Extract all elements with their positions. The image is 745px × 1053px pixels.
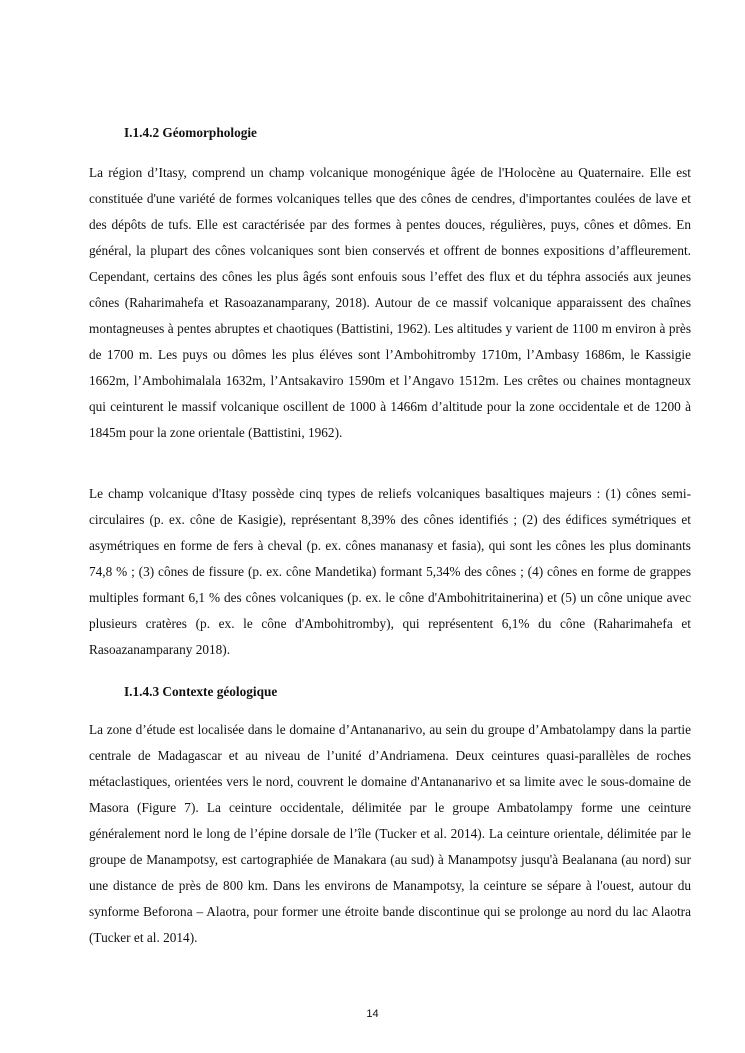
paragraph-relief-types: Le champ volcanique d'Itasy possède cinq types de reliefs volcaniques basaltiques majeurs : (1) cônes semi-circulaires (p. ex. cône de Kasigie), représentant 8,39% des cônes identifiés ; (2) des édifices symétriques et asymétriques en forme de fers à cheval (p. ex. cônes mananasy et fasia), qui sont les cônes les plus dominants 74,8 % ; (3) cônes de fissure (p. ex. cône Mandetika) formant 5,34% des cônes ; (4) cônes en forme de grappes multiples formant 6,1 % des cônes volcaniques (p. ex. le cône d'Ambohitritainerina) et (5) un cône unique avec plusieurs cratères (p. ex. le cône d'Ambohitromby), qui représentent 6,1% du cône (Raharimahefa et Rasoazanamparany 2018). (89, 486, 691, 657)
section-heading-contexte-geologique: I.1.4.3 Contexte géologique (124, 684, 278, 699)
section-heading-geomorphologie: I.1.4.2 Géomorphologie (124, 125, 257, 140)
paragraph-geomorphologie-description: La région d’Itasy, comprend un champ volcanique monogénique âgée de l'Holocène au Quaternaire. Elle est constituée d'une variété de formes volcaniques telles que des cônes de cendres, d'importantes coulées de lave et des dépôts de tufs. Elle est caractérisée par des formes à pentes douces, régulières, puys, cônes et dômes. En général, la plupart des cônes volcaniques sont bien conservés et offrent de bonnes expositions d’affleurement. Cependant, certains des cônes les plus âgés sont enfouis sous l’effet des flux et du téphra associés aux jeunes cônes (Raharimahefa et Rasoazanamparany, 2018). Autour de ce massif volcanique apparaissent des chaînes montagneuses à pentes abruptes et chaotiques (Battistini, 1962). Les altitudes y varient de 1100 m environ à près de 1700 m. Les puys ou dômes les plus éléves sont l’Ambohitromby 1710m, l’Ambasy 1686m, le Kassigie 1662m, l’Ambohimalala 1632m, l’Antsakaviro 1590m et l’Angavo 1512m. Les crêtes ou chaines montagneux qui ceinturent le massif volcanique oscillent de 1000 à 1466m d’altitude pour la zone occidentale et de 1200 à 1845m pour la zone orientale (Battistini, 1962). (89, 165, 691, 440)
page-number: 14 (366, 1008, 379, 1020)
paragraph-contexte-geologique: La zone d’étude est localisée dans le domaine d’Antananarivo, au sein du groupe d’Ambatolampy dans la partie centrale de Madagascar et au niveau de l’unité d’Andriamena. Deux ceintures quasi-parallèles de roches métaclastiques, orientées vers le nord, couvrent le domaine d'Antananarivo et sa limite avec le sous-domaine de Masora (Figure 7). La ceinture occidentale, délimitée par le groupe Ambatolampy forme une ceinture généralement nord le long de l’épine dorsale de l’île (Tucker et al. 2014). La ceinture orientale, délimitée par le groupe de Manampotsy, est cartographiée de Manakara (au sud) à Manampotsy jusqu'à Bealanana (au nord) sur une distance de près de 800 km. Dans les environs de Manampotsy, la ceinture se sépare à l'ouest, autour du synforme Beforona – Alaotra, pour former une étroite bande discontinue qui se prolonge au nord du lac Alaotra (Tucker et al. 2014). (89, 722, 691, 945)
